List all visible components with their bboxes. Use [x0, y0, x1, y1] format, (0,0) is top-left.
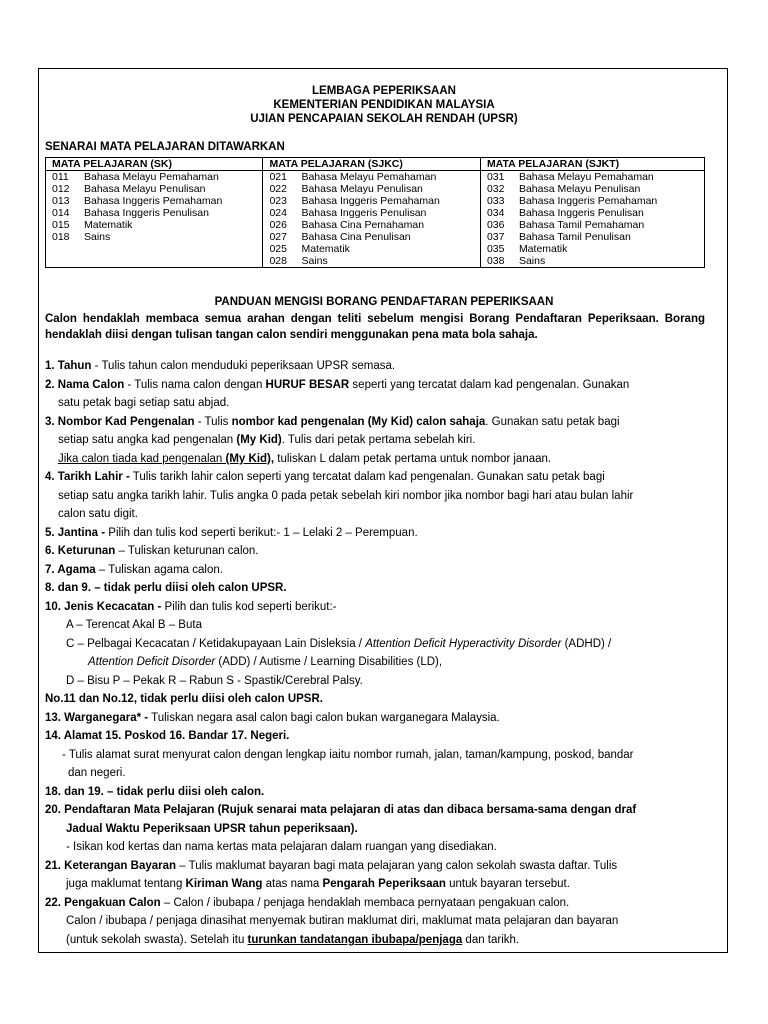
table-row [46, 219, 705, 231]
instruction-line [45, 378, 629, 392]
instruction-line [58, 507, 138, 521]
instruction-text: Jika calon tiada kad pengenalan [58, 453, 226, 465]
subject-name: Bahasa Tamil Pemahaman [518, 219, 645, 231]
subject-name: Matematik [301, 243, 350, 255]
subject-name: Matematik [518, 243, 568, 255]
instruction-line [45, 581, 287, 595]
subject-code: 034 [486, 207, 505, 219]
subject-table-header [46, 158, 705, 171]
instruction-text: seperti yang tercatat dalam kad pengenalan. Gunakan [349, 379, 630, 391]
instruction-text: Tulis tarikh lahir calon seperti yang tercatat dalam kad pengenalan. Gunakan satu petak bagi [129, 471, 605, 483]
subject-name: Bahasa Melayu Pemahaman [84, 171, 219, 183]
instruction-text: 6. Keturunan [45, 545, 116, 557]
subject-name: Bahasa Inggeris Penulisan [301, 207, 427, 219]
subject-cell [480, 231, 704, 243]
instruction-text: Pengarah Peperiksaan [322, 878, 446, 890]
instruction-line [45, 896, 569, 910]
subject-name: Sains [518, 255, 546, 267]
instruction-text: dan tarikh. [462, 934, 520, 946]
instruction-text: Calon / ibubapa / penjaga dinasihat menyemak butiran maklumat diri, maklumat mata pelajaran dan bayaran [66, 915, 619, 927]
subject-code: 037 [486, 231, 505, 243]
instruction-line [58, 452, 551, 466]
subject-cell [263, 183, 480, 195]
table-row [46, 195, 705, 207]
instruction-text: 13. Warganegara* - [45, 712, 149, 724]
subject-cell [480, 219, 704, 231]
instruction-text: 14. Alamat 15. Poskod 16. Bandar 17. Negeri. [45, 730, 290, 742]
instruction-text: Pilih dan tulis kod seperti berikut:- 1 – Lelaki 2 – Perempuan. [105, 527, 418, 539]
instruction-line [45, 785, 264, 799]
instruction-text: 20. Pendaftaran Mata Pelajaran (Rujuk senarai mata pelajaran di atas dan dibaca bersama-sama dengan draf [45, 804, 637, 816]
subject-name: Bahasa Melayu Penulisan [518, 183, 641, 195]
instruction-line [66, 877, 570, 891]
column-header-sk: MATA PELAJARAN (SK) [46, 158, 263, 171]
subject-cell [46, 171, 263, 184]
instruction-line [66, 933, 519, 947]
instruction-text: A – Terencat Akal B – Buta [66, 619, 202, 631]
instruction-text: turunkan tandatangan ibubapa/penjaga [247, 934, 463, 946]
table-row [46, 231, 705, 243]
subject-cell [263, 171, 480, 184]
subject-name: Bahasa Cina Penulisan [301, 231, 411, 243]
subject-cell [480, 183, 704, 195]
subject-code: 023 [269, 195, 287, 207]
instruction-text: 22. Pengakuan Calon [45, 897, 161, 909]
subject-code: 025 [269, 243, 287, 255]
table-row [46, 171, 705, 184]
instruction-line [66, 618, 202, 632]
instruction-text: 7. Agama [45, 564, 96, 576]
subject-code: 011 [52, 171, 69, 183]
instruction-line [45, 359, 395, 373]
instruction-text: calon satu digit. [58, 508, 138, 520]
subject-code: 035 [486, 243, 505, 255]
instruction-line [68, 766, 126, 780]
subject-code: 038 [486, 255, 505, 267]
subject-cell [46, 231, 263, 243]
column-header-sjkc: MATA PELAJARAN (SJKC) [263, 158, 480, 171]
instruction-line [45, 711, 500, 725]
subject-cell [480, 171, 704, 184]
instruction-line [66, 822, 358, 836]
subject-cell [480, 243, 704, 255]
guide-intro: Calon hendaklah membaca semua arahan dengan teliti sebelum mengisi Borang Pendaftaran Peperiksaan. Borang hendaklah diisi dengan tulisan tangan calon sendiri menggunakan pena mata bola sahaja. [45, 313, 705, 341]
instruction-text: C – Pelbagai Kecacatan / Ketidakupayaan Lain Disleksia / [66, 638, 366, 650]
instruction-line [45, 563, 223, 577]
instruction-text: dan negeri. [68, 767, 126, 779]
table-row [46, 207, 705, 219]
header-line-3: UJIAN PENCAPAIAN SEKOLAH RENDAH (UPSR) [250, 113, 518, 125]
instruction-text: (ADD) / Autisme / Learning Disabilities (LD), [215, 656, 443, 668]
instruction-text: (My Kid), [225, 453, 275, 465]
instruction-line [58, 489, 633, 503]
instruction-text: - Tulis nama calon dengan [124, 379, 266, 391]
instruction-line [45, 859, 617, 873]
subject-cell [263, 231, 480, 243]
subject-name: Bahasa Inggeris Pemahaman [301, 195, 440, 207]
subject-cell [46, 195, 263, 207]
instruction-line [58, 396, 229, 410]
instruction-text: (ADHD) / [561, 638, 612, 650]
instruction-text: - Tulis tahun calon menduduki peperiksaan UPSR semasa. [91, 360, 396, 372]
instruction-text: Pilih dan tulis kod seperti berikut:- [161, 601, 337, 613]
subject-code: 012 [52, 183, 70, 195]
subject-cell [263, 255, 480, 268]
instruction-text: – Calon / ibubapa / penjaga hendaklah membaca pernyataan pengakuan calon. [160, 897, 570, 909]
subject-cell [263, 219, 480, 231]
instruction-text: – Tuliskan agama calon. [95, 564, 223, 576]
instruction-line [45, 729, 289, 743]
instruction-text: 10. Jenis Kecacatan - [45, 601, 162, 613]
table-row [46, 243, 705, 255]
column-header-sjkt: MATA PELAJARAN (SJKT) [480, 158, 704, 171]
instruction-text: - Tulis alamat surat menyurat calon dengan lengkap iaitu nombor rumah, jalan, taman/kampung, poskod, bandar [62, 749, 634, 761]
instruction-text: 5. Jantina - [45, 527, 106, 539]
instruction-text: 18. dan 19. – tidak perlu diisi oleh calon. [45, 786, 265, 798]
instruction-line [45, 526, 418, 540]
instruction-text: 21. Keterangan Bayaran [45, 860, 177, 872]
subject-code: 014 [52, 207, 70, 219]
subject-code: 036 [486, 219, 505, 231]
instruction-text: – Tuliskan keturunan calon. [115, 545, 259, 557]
table-row [46, 255, 705, 268]
subject-cell [480, 195, 704, 207]
instruction-text: nombor kad pengenalan (My Kid) calon sahaja [231, 416, 486, 428]
instruction-text: 2. Nama Calon [45, 379, 125, 391]
instruction-text: Kiriman Wang [185, 878, 263, 890]
instruction-line [45, 803, 636, 817]
instruction-text: . Tulis dari petak pertama sebelah kiri. [281, 434, 476, 446]
subject-name: Bahasa Inggeris Penulisan [84, 207, 209, 219]
instruction-text: D – Bisu P – Pekak R – Rabun S - Spastik/Cerebral Palsy. [66, 675, 363, 687]
subject-cell [46, 207, 263, 219]
subject-cell [46, 183, 263, 195]
guide-title: PANDUAN MENGISI BORANG PENDAFTARAN PEPERIKSAAN [214, 296, 554, 308]
instruction-text: juga maklumat tentang [66, 878, 186, 890]
subject-name: Sains [84, 231, 111, 243]
subject-table-body [46, 171, 705, 268]
instruction-text: 8. dan 9. – tidak perlu diisi oleh calon UPSR. [45, 582, 287, 594]
instruction-text: (untuk sekolah swasta). Setelah itu [66, 934, 248, 946]
subject-cell [263, 243, 480, 255]
subject-cell [46, 219, 263, 231]
instruction-line [45, 600, 336, 614]
instruction-text: 3. Nombor Kad Pengenalan [45, 416, 195, 428]
subject-list-title: SENARAI MATA PELAJARAN DITAWARKAN [45, 141, 285, 153]
subject-cell [480, 207, 704, 219]
instruction-text: Tuliskan negara asal calon bagi calon bukan warganegara Malaysia. [148, 712, 500, 724]
subject-name: Bahasa Melayu Penulisan [84, 183, 206, 195]
instruction-text: Attention Deficit Disorder [88, 656, 216, 668]
instruction-line [66, 840, 497, 854]
instruction-text: tuliskan L dalam petak pertama untuk nombor janaan. [274, 453, 552, 465]
instruction-text: (My Kid) [236, 434, 282, 446]
instruction-text: Attention Deficit Hyperactivity Disorder [365, 638, 562, 650]
instruction-line [66, 637, 611, 651]
instruction-line [58, 433, 475, 447]
subject-name: Bahasa Melayu Pemahaman [518, 171, 654, 183]
subject-name: Bahasa Inggeris Pemahaman [518, 195, 658, 207]
subject-code: 026 [269, 219, 287, 231]
header-line-2: KEMENTERIAN PENDIDIKAN MALAYSIA [273, 99, 495, 111]
instruction-line [66, 914, 618, 928]
subject-code: 028 [269, 255, 287, 267]
instruction-line [45, 415, 620, 429]
subject-name: Sains [301, 255, 328, 267]
subject-name: Matematik [84, 219, 133, 231]
instruction-line [66, 674, 363, 688]
subject-code: 031 [486, 171, 505, 183]
instruction-text: - Tulis [194, 416, 232, 428]
instruction-text: satu petak bagi setiap satu abjad. [58, 397, 230, 409]
table-row [46, 183, 705, 195]
instruction-text: Jadual Waktu Peperiksaan UPSR tahun peperiksaan). [66, 823, 358, 835]
instruction-line [45, 470, 605, 484]
subject-code: 021 [269, 171, 287, 183]
instruction-text: . Gunakan satu petak bagi [485, 416, 620, 428]
instruction-text: 1. Tahun [45, 360, 92, 372]
subject-table [45, 157, 705, 268]
instruction-line [45, 692, 323, 706]
instruction-line [62, 748, 634, 762]
subject-code: 013 [52, 195, 70, 207]
subject-name: Bahasa Melayu Penulisan [301, 183, 423, 195]
subject-code: 027 [269, 231, 287, 243]
subject-cell [263, 195, 480, 207]
subject-code: 022 [269, 183, 287, 195]
instruction-text: atas nama [262, 878, 323, 890]
subject-cell [263, 207, 480, 219]
instruction-line [45, 544, 259, 558]
subject-name: Bahasa Inggeris Pemahaman [84, 195, 223, 207]
instruction-line [88, 655, 442, 669]
subject-code: 018 [52, 231, 70, 243]
subject-code: 032 [486, 183, 505, 195]
subject-name: Bahasa Melayu Pemahaman [301, 171, 437, 183]
subject-name: Bahasa Tamil Penulisan [518, 231, 631, 243]
instruction-text: untuk bayaran tersebut. [445, 878, 570, 890]
instruction-text: 4. Tarikh Lahir - [45, 471, 130, 483]
subject-name: Bahasa Inggeris Penulisan [518, 207, 644, 219]
subject-cell [480, 255, 704, 268]
subject-code: 024 [269, 207, 287, 219]
instruction-text: No.11 dan No.12, tidak perlu diisi oleh calon UPSR. [45, 693, 323, 705]
subject-code: 033 [486, 195, 505, 207]
instruction-text: HURUF BESAR [265, 379, 350, 391]
subject-cell [46, 243, 263, 255]
subject-code: 015 [52, 219, 70, 231]
instruction-text: - Isikan kod kertas dan nama kertas mata pelajaran dalam ruangan yang disediakan. [66, 841, 497, 853]
subject-name: Bahasa Cina Pemahaman [301, 219, 425, 231]
header-line-1: LEMBAGA PEPERIKSAAN [312, 85, 456, 97]
instruction-text: setiap satu angka kad pengenalan [58, 434, 237, 446]
instruction-text: – Tulis maklumat bayaran bagi mata pelajaran yang calon sekolah swasta daftar. Tulis [176, 860, 618, 872]
subject-cell [46, 255, 263, 268]
instruction-text: setiap satu angka tarikh lahir. Tulis angka 0 pada petak sebelah kiri nombor jika nombor bagi hari atau bulan lahir [58, 490, 634, 502]
